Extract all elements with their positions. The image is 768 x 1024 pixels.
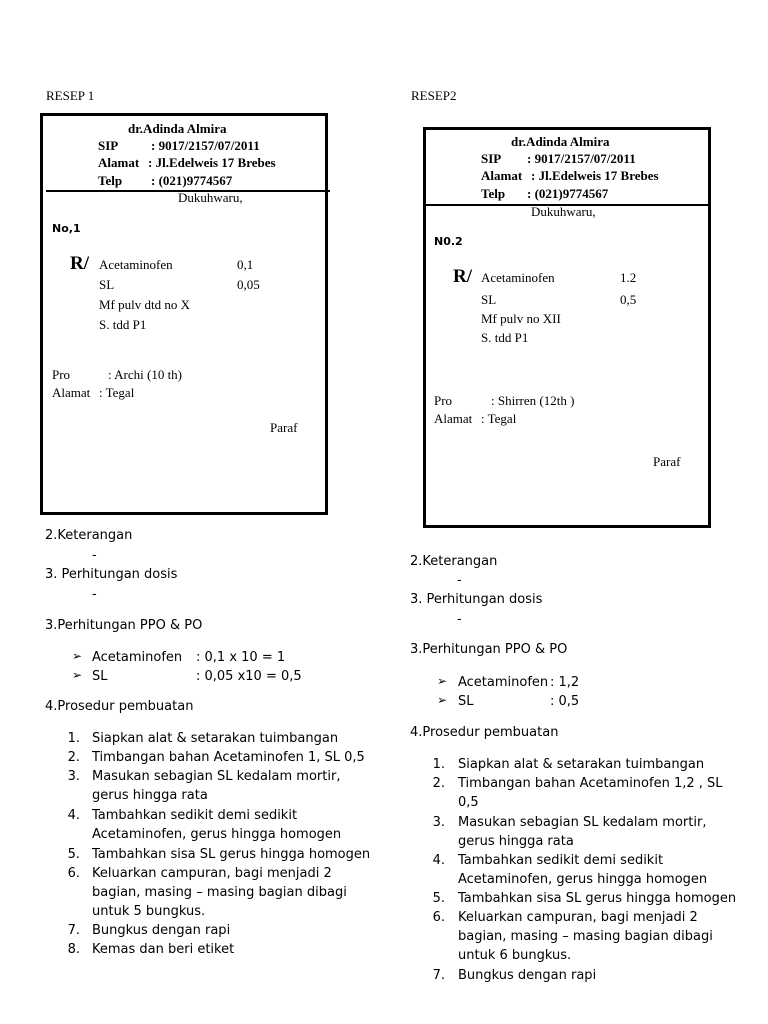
resep1-step-text: Keluarkan campuran, bagi menjadi 2 bbox=[92, 866, 332, 881]
resep2-ppo-name: Acetaminofen bbox=[458, 675, 549, 690]
resep2-step-number: 5. bbox=[432, 891, 445, 906]
resep2-item-name: SL bbox=[481, 292, 497, 307]
resep2-sip-label: SIP bbox=[481, 151, 502, 166]
resep1-item-qty: 0,1 bbox=[237, 257, 254, 272]
resep1-step-text: bagian, masing – masing bagian dibagi bbox=[92, 885, 347, 900]
resep2-no: N0.2 bbox=[434, 235, 463, 248]
resep1-rx: R/ bbox=[70, 253, 89, 274]
resep1-step-text: Bungkus dengan rapi bbox=[92, 923, 231, 938]
resep1-pro-value: : Archi (10 th) bbox=[108, 367, 183, 382]
resep2-prosedur: 4.Prosedur pembuatan bbox=[410, 725, 559, 740]
resep2-alamat-value: : Jl.Edelweis 17 Brebes bbox=[531, 168, 659, 183]
resep1-sip-value: : 9017/2157/07/2011 bbox=[151, 138, 260, 153]
resep2-step-text: Keluarkan campuran, bagi menjadi 2 bbox=[458, 910, 698, 925]
resep2-step-text: untuk 6 bungkus. bbox=[458, 948, 572, 963]
resep1-ppo-name: Acetaminofen bbox=[92, 650, 183, 665]
resep2-step-text: Acetaminofen, gerus hingga homogen bbox=[458, 872, 708, 887]
resep1-step-number: 8. bbox=[67, 942, 80, 957]
resep2-sip-value: : 9017/2157/07/2011 bbox=[527, 151, 636, 166]
resep1-telp-label: Telp bbox=[98, 173, 123, 188]
resep1-step-number: 2. bbox=[67, 750, 80, 765]
resep2-item-name: Acetaminofen bbox=[481, 270, 555, 285]
resep2-ppo-calc: : 1,2 bbox=[550, 675, 580, 690]
resep2-paraf: Paraf bbox=[653, 454, 681, 469]
resep2-dosis-dash: - bbox=[457, 612, 462, 627]
resep2-ppo-name: SL bbox=[458, 694, 474, 709]
resep1-step-text: Kemas dan beri etiket bbox=[92, 942, 235, 957]
resep2-step-text: Tambahkan sedikit demi sedikit bbox=[458, 853, 664, 868]
resep1-step-text: Timbangan bahan Acetaminofen 1, SL 0,5 bbox=[92, 750, 365, 765]
arrow-bullet-icon: ➢ bbox=[72, 649, 83, 663]
resep1-step-number: 6. bbox=[67, 866, 80, 881]
resep1-telp-value: : (021)9774567 bbox=[151, 173, 233, 188]
resep1-keterangan-dash: - bbox=[92, 548, 97, 563]
resep2-dosis: 3. Perhitungan dosis bbox=[410, 592, 543, 607]
resep1-step-text: untuk 5 bungkus. bbox=[92, 904, 206, 919]
resep1-step-number: 3. bbox=[67, 769, 80, 784]
resep1-alamat-label: Alamat bbox=[98, 155, 140, 170]
resep2-step-text: gerus hingga rata bbox=[458, 834, 574, 849]
resep1-paraf: Paraf bbox=[270, 420, 298, 435]
resep1-item-name: Acetaminofen bbox=[99, 257, 173, 272]
resep2-mf: Mf pulv no XII bbox=[481, 311, 561, 326]
resep2-step-number: 2. bbox=[432, 776, 445, 791]
resep1-dosis: 3. Perhitungan dosis bbox=[45, 567, 178, 582]
resep2-doctor: dr.Adinda Almira bbox=[511, 134, 610, 149]
resep1-step-text: Tambahkan sedikit demi sedikit bbox=[92, 808, 298, 823]
resep2-pro-label: Pro bbox=[434, 393, 453, 408]
resep1-step-text: gerus hingga rata bbox=[92, 788, 208, 803]
resep1-dosis-dash: - bbox=[92, 587, 97, 602]
resep1-no: No,1 bbox=[52, 222, 81, 235]
resep2-step-text: Bungkus dengan rapi bbox=[458, 968, 597, 983]
resep1-ppo-calc: : 0,05 x10 = 0,5 bbox=[196, 669, 302, 684]
arrow-bullet-icon: ➢ bbox=[72, 668, 83, 682]
resep1-step-text: Tambahkan sisa SL gerus hingga homogen bbox=[92, 847, 371, 862]
resep1-patient-alamat-value: : Tegal bbox=[99, 385, 135, 400]
resep1-patient-alamat-label: Alamat bbox=[52, 385, 91, 400]
resep1-prosedur: 4.Prosedur pembuatan bbox=[45, 699, 194, 714]
resep1-step-text: Siapkan alat & setarakan tuimbangan bbox=[92, 731, 339, 746]
resep2-alamat-label: Alamat bbox=[481, 168, 523, 183]
resep1-ppo: 3.Perhitungan PPO & PO bbox=[45, 618, 203, 633]
resep1-alamat-value: : Jl.Edelweis 17 Brebes bbox=[148, 155, 276, 170]
resep2-title: RESEP2 bbox=[411, 88, 457, 103]
resep1-mf: Mf pulv dtd no X bbox=[99, 297, 190, 312]
resep2-item-qty: 1.2 bbox=[620, 270, 637, 285]
resep1-signa: S. tdd P1 bbox=[99, 317, 147, 332]
resep2-step-number: 6. bbox=[432, 910, 445, 925]
resep1-step-text: Acetaminofen, gerus hingga homogen bbox=[92, 827, 342, 842]
resep2-place: Dukuhwaru, bbox=[531, 204, 596, 219]
resep1-title: RESEP 1 bbox=[46, 88, 95, 103]
resep2-step-text: Siapkan alat & setarakan tuimbangan bbox=[458, 757, 705, 772]
resep1-step-number: 1. bbox=[67, 731, 80, 746]
resep2-step-text: Timbangan bahan Acetaminofen 1,2 , SL bbox=[458, 776, 723, 791]
resep1-place: Dukuhwaru, bbox=[178, 190, 243, 205]
resep2-step-text: Masukan sebagian SL kedalam mortir, bbox=[458, 815, 707, 830]
resep1-sip-label: SIP bbox=[98, 138, 119, 153]
resep1-ppo-calc: : 0,1 x 10 = 1 bbox=[196, 650, 286, 665]
resep1-keterangan: 2.Keterangan bbox=[45, 528, 133, 543]
resep2-step-number: 1. bbox=[432, 757, 445, 772]
resep2-step-text: bagian, masing – masing bagian dibagi bbox=[458, 929, 713, 944]
resep2-telp-value: : (021)9774567 bbox=[527, 186, 609, 201]
arrow-bullet-icon: ➢ bbox=[437, 674, 448, 688]
resep1-step-number: 7. bbox=[67, 923, 80, 938]
resep2-step-number: 4. bbox=[432, 853, 445, 868]
resep1-ppo-name: SL bbox=[92, 669, 108, 684]
resep2-item-qty: 0,5 bbox=[620, 292, 637, 307]
resep2-pro-value: : Shirren (12th ) bbox=[491, 393, 575, 408]
resep2-rx: R/ bbox=[453, 266, 472, 287]
resep2-step-number: 7. bbox=[432, 968, 445, 983]
resep2-keterangan-dash: - bbox=[457, 573, 462, 588]
resep2-keterangan: 2.Keterangan bbox=[410, 554, 498, 569]
resep1-item-name: SL bbox=[99, 277, 115, 292]
arrow-bullet-icon: ➢ bbox=[437, 693, 448, 707]
resep1-pro-label: Pro bbox=[52, 367, 71, 382]
resep1-item-qty: 0,05 bbox=[237, 277, 260, 292]
resep1-doctor: dr.Adinda Almira bbox=[128, 121, 227, 136]
resep2-signa: S. tdd P1 bbox=[481, 330, 529, 345]
resep2-ppo: 3.Perhitungan PPO & PO bbox=[410, 642, 568, 657]
resep1-step-number: 4. bbox=[67, 808, 80, 823]
resep1-step-number: 5. bbox=[67, 847, 80, 862]
resep2-step-number: 3. bbox=[432, 815, 445, 830]
resep2-patient-alamat-value: : Tegal bbox=[481, 411, 517, 426]
resep1-step-text: Masukan sebagian SL kedalam mortir, bbox=[92, 769, 341, 784]
resep2-telp-label: Telp bbox=[481, 186, 506, 201]
resep2-step-text: Tambahkan sisa SL gerus hingga homogen bbox=[458, 891, 737, 906]
resep2-ppo-calc: : 0,5 bbox=[550, 694, 580, 709]
resep2-step-text: 0,5 bbox=[458, 795, 479, 810]
resep2-patient-alamat-label: Alamat bbox=[434, 411, 473, 426]
